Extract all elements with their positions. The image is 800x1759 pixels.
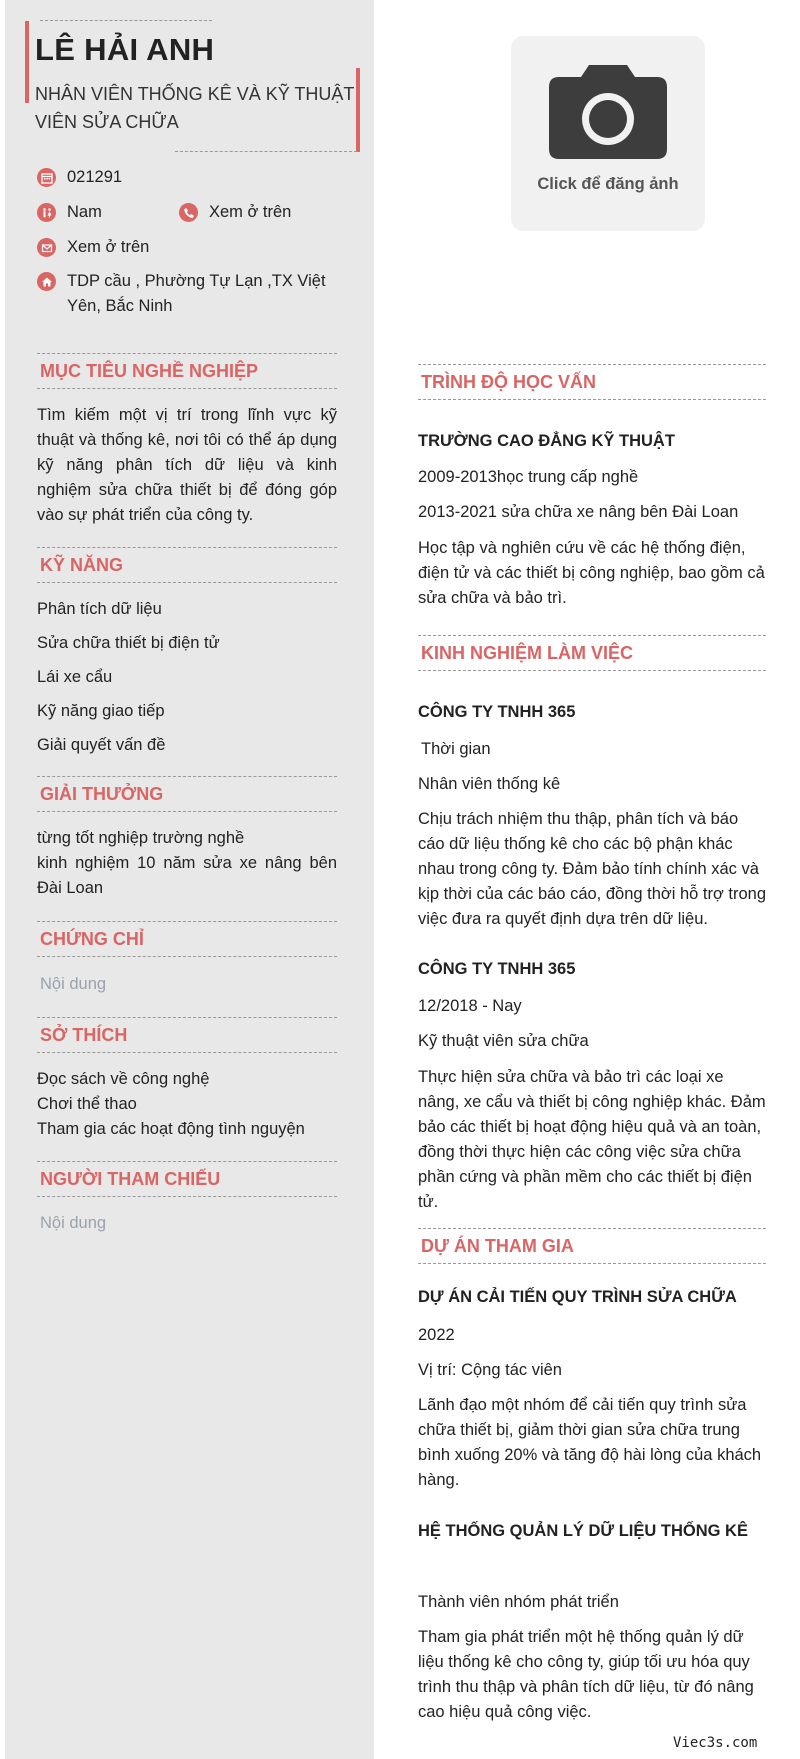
- skill-item: Phân tích dữ liệu: [37, 600, 162, 618]
- experience-heading[interactable]: KINH NGHIỆM LÀM VIỆC: [418, 635, 766, 671]
- award-item: từng tốt nghiệp trường nghề: [37, 829, 245, 847]
- phone-row[interactable]: [179, 200, 291, 225]
- address-row[interactable]: [37, 269, 337, 319]
- skill-item: Giải quyết vấn đề: [37, 736, 166, 754]
- phone-icon: [179, 203, 198, 222]
- calendar-icon: [37, 168, 56, 187]
- skill-item: Kỹ năng giao tiếp: [37, 702, 165, 720]
- education-description[interactable]: Học tập và nghiên cứu về các hệ thống điện, điện tử và các thiết bị công nghiệp, bao gồm cả sửa chữa và bảo trì.: [418, 539, 765, 607]
- email-row[interactable]: [37, 235, 149, 260]
- address-value: TDP cầu , Phường Tự Lạn ,TX Việt Yên, Bắc Ninh: [67, 272, 326, 315]
- skills-heading[interactable]: KỸ NĂNG: [37, 547, 337, 583]
- name-accent-bar-right: [356, 68, 360, 152]
- email-icon: [37, 238, 56, 257]
- references-placeholder[interactable]: Nội dung: [40, 1214, 107, 1232]
- project-description[interactable]: Tham gia phát triển một hệ thống quản lý dữ liệu thống kê cho công ty, giúp tối ưu hóa quy trình thu thập và phân tích dữ liệu, từ đó nâng cao hiệu quả công việc.: [418, 1628, 754, 1721]
- name-accent-bar-left: [25, 21, 29, 103]
- job-company[interactable]: CÔNG TY TNHH 365: [418, 703, 576, 721]
- name-bottom-divider: [175, 151, 357, 152]
- project-role[interactable]: Vị trí: Cộng tác viên: [418, 1361, 562, 1379]
- skill-item: Sửa chữa thiết bị điện tử: [37, 634, 220, 652]
- job-position[interactable]: Kỹ thuật viên sửa chữa: [418, 1032, 589, 1050]
- job-time[interactable]: Thời gian: [421, 740, 491, 758]
- objective-text[interactable]: Tìm kiếm một vị trí trong lĩnh vực kỹ thuật và thống kê, nơi tôi có thể áp dụng kỹ năng phân tích dữ liệu và kinh nghiệm sửa chữa thiết bị để đóng góp vào sự phát triển của công ty.: [37, 406, 337, 524]
- job-company[interactable]: CÔNG TY TNHH 365: [418, 960, 576, 978]
- camera-icon: [549, 65, 667, 159]
- certificates-placeholder[interactable]: Nội dung: [40, 975, 107, 993]
- project-description[interactable]: Lãnh đạo một nhóm để cải tiến quy trình sửa chữa thiết bị, giảm thời gian sửa chữa trung bình xuống 20% và tăng độ hài lòng của khách hàng.: [418, 1396, 762, 1489]
- gender-value: Nam: [67, 203, 102, 221]
- photo-upload[interactable]: [511, 36, 705, 231]
- education-school[interactable]: TRƯỜNG CAO ĐẲNG KỸ THUẬT: [418, 432, 675, 450]
- candidate-name[interactable]: LÊ HẢI ANH: [35, 32, 215, 67]
- hobby-item: Tham gia các hoạt động tình nguyện: [37, 1120, 305, 1138]
- skills-list[interactable]: [37, 597, 337, 758]
- project-time[interactable]: 2022: [418, 1326, 455, 1344]
- objective-heading[interactable]: MỤC TIÊU NGHỀ NGHIỆP: [37, 353, 337, 389]
- project-name[interactable]: DỰ ÁN CẢI TIẾN QUY TRÌNH SỬA CHỮA: [418, 1288, 737, 1306]
- certificates-heading[interactable]: CHỨNG CHỈ: [37, 921, 337, 957]
- name-top-divider: [40, 20, 212, 21]
- job-description[interactable]: Chịu trách nhiệm thu thập, phân tích và báo cáo dữ liệu thống kê cho các bộ phận khác nhau trong công ty. Đảm bảo tính chính xác và kịp thời của các báo cáo, đồng thời hỗ trợ trong việc đưa ra quyết định dựa trên dữ liệu.: [418, 810, 766, 928]
- skill-item: Lái xe cẩu: [37, 668, 113, 686]
- awards-heading[interactable]: GIẢI THƯỞNG: [37, 776, 337, 812]
- hobby-item: Đọc sách về công nghệ: [37, 1070, 210, 1088]
- awards-list[interactable]: [37, 826, 337, 901]
- references-heading[interactable]: NGƯỜI THAM CHIẾU: [37, 1161, 337, 1197]
- job-description[interactable]: Thực hiện sửa chữa và bảo trì các loại xe nâng, xe cẩu và thiết bị công nghiệp khác. Đảm bảo các thiết bị hoạt động hiệu quả và an toàn, đồng thời thực hiện các công việc sửa chữa phần cứng và phần mềm cho các thiết bị điện tử.: [418, 1068, 766, 1211]
- project-name[interactable]: HỆ THỐNG QUẢN LÝ DỮ LIỆU THỐNG KÊ: [418, 1522, 748, 1540]
- watermark: Viec3s.com: [673, 1735, 758, 1751]
- education-line-2[interactable]: 2013-2021 sửa chữa xe nâng bên Đài Loan: [418, 503, 739, 521]
- hobbies-list[interactable]: [37, 1067, 337, 1142]
- award-item: kinh nghiệm 10 năm sửa xe nâng bên Đài Loan: [37, 854, 337, 897]
- education-line-1[interactable]: 2009-2013học trung cấp nghề: [418, 468, 639, 486]
- gender-icon: [37, 203, 56, 222]
- projects-heading[interactable]: DỰ ÁN THAM GIA: [418, 1228, 766, 1264]
- hobbies-heading[interactable]: SỞ THÍCH: [37, 1017, 337, 1053]
- birthdate-value: 021291: [67, 168, 123, 186]
- gender-row[interactable]: [37, 200, 102, 225]
- email-value: Xem ở trên: [67, 238, 150, 256]
- phone-value: Xem ở trên: [209, 203, 292, 221]
- hobby-item: Chơi thể thao: [37, 1095, 137, 1113]
- home-icon: [37, 272, 56, 291]
- job-time[interactable]: 12/2018 - Nay: [418, 997, 522, 1015]
- education-heading[interactable]: TRÌNH ĐỘ HỌC VẤN: [418, 364, 766, 400]
- candidate-title[interactable]: NHÂN VIÊN THỐNG KÊ VÀ KỸ THUẬT VIÊN SỬA CHỮA: [35, 84, 355, 132]
- photo-upload-label: Click để đăng ảnh: [537, 175, 679, 193]
- job-position[interactable]: Nhân viên thống kê: [418, 775, 561, 793]
- project-role[interactable]: Thành viên nhóm phát triển: [418, 1593, 619, 1611]
- birthdate-row[interactable]: [37, 165, 122, 190]
